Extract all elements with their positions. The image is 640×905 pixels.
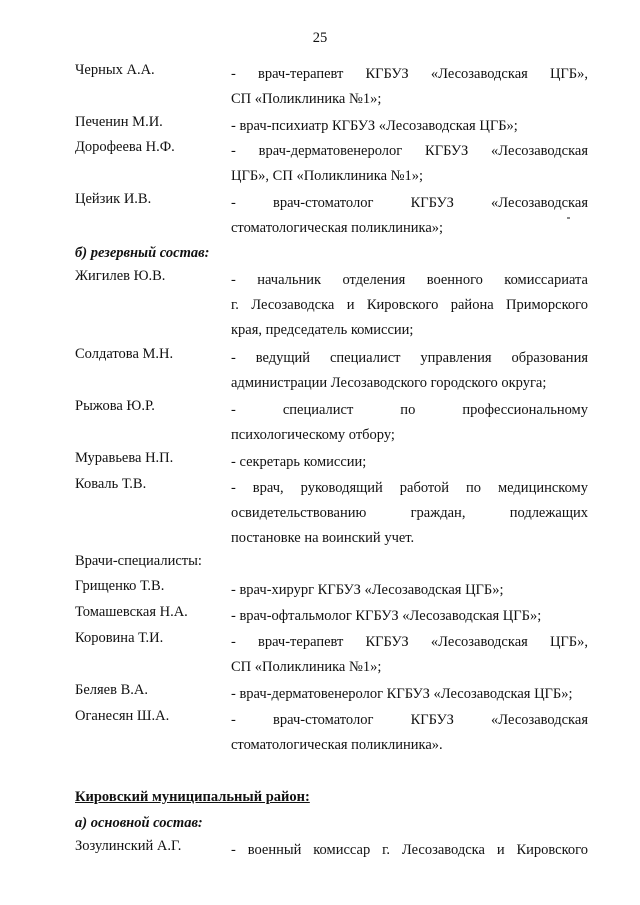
member-role: - врач-офтальмолог КГБУЗ «Лесозаводская ЦГБ»; xyxy=(231,608,542,624)
main-heading: а) основной состав: xyxy=(75,815,203,831)
section-title: Кировский муниципальный район: xyxy=(75,789,310,805)
member-role: - врач-психиатр КГБУЗ «Лесозаводская ЦГБ»; xyxy=(231,118,518,134)
member-name: Дорофеева Н.Ф. xyxy=(75,139,175,155)
member-role: - врач-стоматолог КГБУЗ «Лесозаводская стоматологическая поликлиника». xyxy=(231,712,588,753)
member-name: Черных А.А. xyxy=(75,62,155,78)
member-name: Цейзик И.В. xyxy=(75,191,152,207)
member-role: - врач-стоматолог КГБУЗ «Лесозаводская стоматологическая поликлиника»; xyxy=(231,195,588,236)
member-role: - врач-дерматовенеролог КГБУЗ «Лесозаводская ЦГБ»; xyxy=(231,686,573,702)
reserve-heading: б) резервный состав: xyxy=(75,245,210,261)
member-name: Коваль Т.В. xyxy=(75,476,147,492)
member-role: - врач-терапевт КГБУЗ «Лесозаводская ЦГБ», СП «Поликлиника №1»; xyxy=(231,634,588,675)
specialists-label: Врачи-специалисты: xyxy=(75,553,202,569)
member-role: - специалист по профессиональному психологическому отбору; xyxy=(231,402,588,443)
member-role: - врач, руководящий работой по медицинскому освидетельствованию граждан, подлежащих постановке на воинский учет. xyxy=(231,480,588,546)
member-name: Солдатова М.Н. xyxy=(75,346,174,362)
member-name: Томашевская Н.А. xyxy=(75,604,188,620)
scan-speck xyxy=(567,217,570,219)
page-number: 25 xyxy=(312,30,328,46)
member-name: Зозулинский А.Г. xyxy=(75,838,182,854)
member-name: Оганесян Ш.А. xyxy=(75,708,170,724)
member-name: Муравьева Н.П. xyxy=(75,450,174,466)
member-role: - врач-дерматовенеролог КГБУЗ «Лесозаводская ЦГБ», СП «Поликлиника №1»; xyxy=(231,143,588,184)
member-name: Печенин М.И. xyxy=(75,114,163,130)
member-role: - начальник отделения военного комиссариата г. Лесозаводска и Кировского района Приморского края, председатель комиссии; xyxy=(231,272,588,338)
member-role: - секретарь комиссии; xyxy=(231,454,367,470)
member-role: - врач-терапевт КГБУЗ «Лесозаводская ЦГБ», СП «Поликлиника №1»; xyxy=(231,66,588,107)
member-name: Грищенко Т.В. xyxy=(75,578,165,594)
member-name: Рыжова Ю.Р. xyxy=(75,398,155,414)
member-role: - военный комиссар г. Лесозаводска и Кировского xyxy=(231,842,588,858)
member-name: Беляев В.А. xyxy=(75,682,148,698)
member-role: - ведущий специалист управления образования администрации Лесозаводского городского округа; xyxy=(231,350,588,391)
member-role: - врач-хирург КГБУЗ «Лесозаводская ЦГБ»; xyxy=(231,582,504,598)
member-name: Коровина Т.И. xyxy=(75,630,164,646)
member-name: Жигилев Ю.В. xyxy=(75,268,166,284)
